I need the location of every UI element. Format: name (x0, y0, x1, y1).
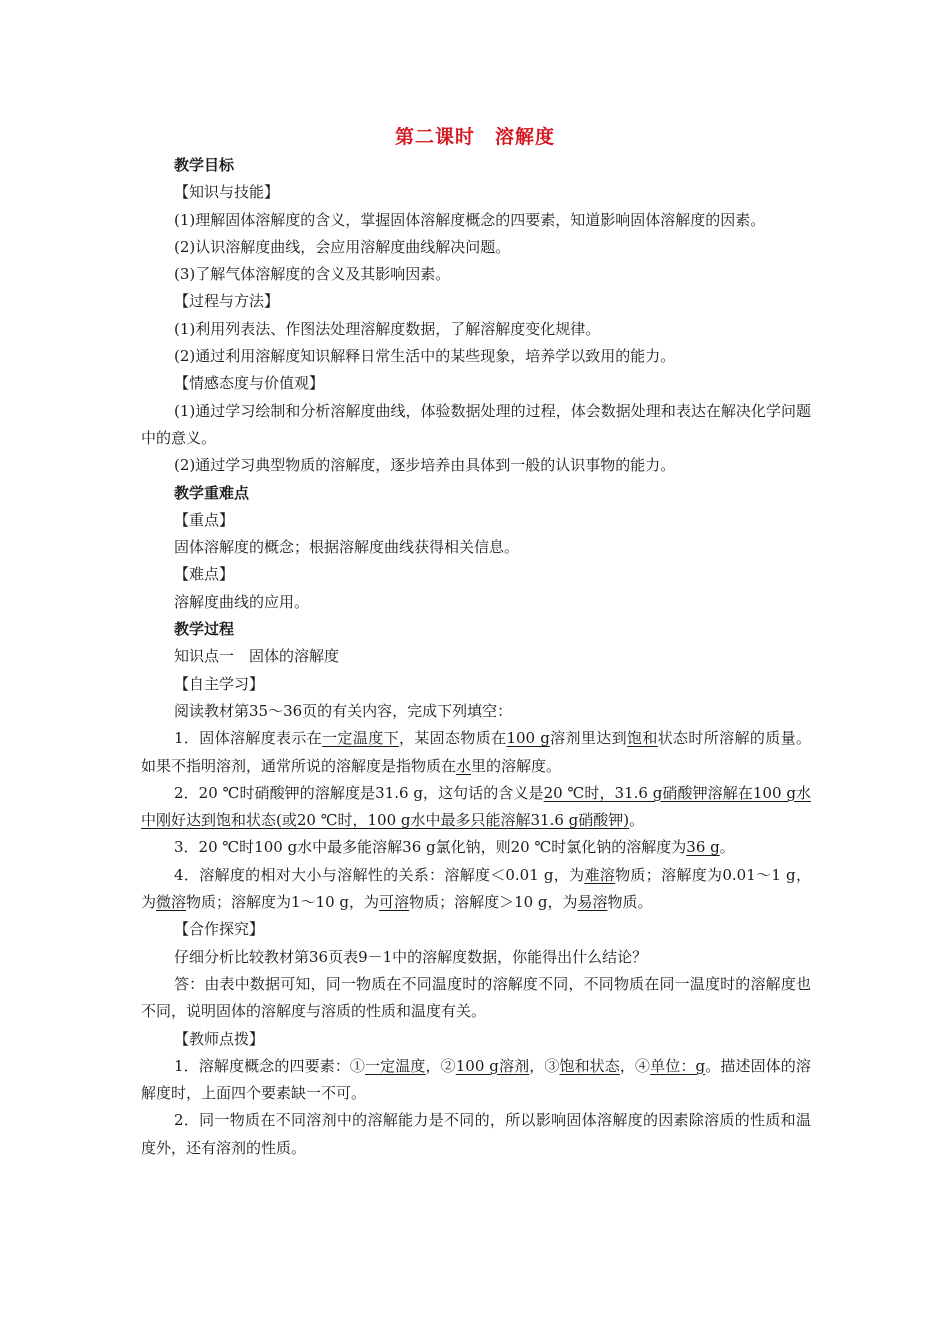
emotion-attitude-item: (1)通过学习绘制和分析溶解度曲线，体验数据处理的过程，体会数据处理和表达在解决化学问题中的意义。 (141, 401, 811, 447)
answer-blank: 36 g (686, 838, 720, 857)
answer-blank: 微溶 (156, 893, 187, 912)
answer-blank: 一定温度下 (322, 729, 399, 748)
answer-blank: 100 g溶剂 (455, 1056, 530, 1075)
emotion-attitude-item: (2)通过学习典型物质的溶解度，逐步培养由具体到一般的认识事物的能力。 (174, 456, 676, 475)
key-point-text: 固体溶解度的概念；根据溶解度曲线获得相关信息。 (174, 538, 520, 557)
teaching-process-heading: 教学过程 (174, 620, 235, 639)
answer-blank: 水 (456, 756, 472, 775)
fill-in-question-1: 1．固体溶解度表示在一定温度下，某固态物质在100 g溶剂里达到饱和状态时所溶解的质量。如果不指明溶剂，通常所说的溶解度是指物质在水里的溶解度。 (141, 729, 811, 775)
process-method-item: (1)利用列表法、作图法处理溶解度数据，了解溶解度变化规律。 (174, 319, 601, 338)
answer-blank: 100 g (506, 729, 550, 748)
teacher-tip-2: 2．同一物质在不同溶剂中的溶解能力是不同的，所以影响固体溶解度的因素除溶质的性质和温度外，还有溶剂的性质。 (141, 1111, 811, 1157)
fill-in-question-2: 2．20 ℃时硝酸钾的溶解度是31.6 g，这句话的含义是20 ℃时，31.6 g硝酸钾溶解在100 g水中刚好达到饱和状态(或20 ℃时，100 g水中最多只能溶解31.6 g硝酸钾)。 (141, 783, 811, 830)
teaching-goals-heading: 教学目标 (174, 156, 235, 174)
key-point-label: 【重点】 (174, 510, 235, 529)
reading-instruction: 阅读教材第35～36页的有关内容，完成下列填空： (174, 701, 513, 720)
emotion-attitude-label: 【情感态度与价值观】 (174, 374, 325, 393)
process-method-item: (2)通过利用溶解度知识解释日常生活中的某些现象，培养学以致用的能力。 (174, 347, 676, 366)
lesson-body (141, 152, 811, 1162)
answer-blank: 单位：g (650, 1056, 706, 1075)
answer-blank: 20 ℃时，31.6 g硝酸钾溶解在100 g水中刚好达到饱和状态(或20 ℃时，100 g水中最多只能溶解31.6 g硝酸钾) (141, 783, 811, 830)
answer-blank: 饱和 (626, 729, 658, 748)
answer-blank: 难溶 (584, 865, 616, 884)
process-method-label: 【过程与方法】 (174, 292, 280, 311)
self-study-label: 【自主学习】 (174, 674, 265, 693)
teacher-tips-label: 【教师点拨】 (174, 1029, 265, 1048)
lesson-title: 第二课时 溶解度 (394, 126, 555, 148)
teacher-tip-1: 1．溶解度概念的四要素：①一定温度，②100 g溶剂，③饱和状态，④单位：g。描述固体的溶解度时，上面四个要素缺一不可。 (141, 1056, 811, 1103)
knowledge-skills-item: (3)了解气体溶解度的含义及其影响因素。 (174, 265, 451, 284)
answer-blank: 可溶 (379, 893, 410, 912)
difficult-point-label: 【难点】 (174, 565, 235, 584)
cooperative-answer: 答：由表中数据可知，同一物质在不同温度时的溶解度不同，不同物质在同一温度时的溶解度也不同，说明固体的溶解度与溶质的性质和温度有关。 (141, 974, 811, 1021)
key-difficulties-heading: 教学重难点 (174, 483, 250, 502)
knowledge-skills-item: (1)理解固体溶解度的含义，掌握固体溶解度概念的四要素，知道影响固体溶解度的因素。 (174, 210, 766, 229)
cooperative-inquiry-label: 【合作探究】 (174, 920, 265, 939)
difficult-point-text: 溶解度曲线的应用。 (174, 592, 310, 611)
answer-blank: 一定温度 (365, 1056, 426, 1075)
answer-blank: 易溶 (577, 893, 608, 912)
fill-in-question-4: 4．溶解度的相对大小与溶解性的关系：溶解度＜0.01 g，为难溶物质；溶解度为0.01～1 g，为微溶物质；溶解度为1～10 g，为可溶物质；溶解度＞10 g，为易溶物质。 (141, 865, 811, 912)
knowledge-skills-label: 【知识与技能】 (174, 183, 280, 202)
answer-blank: 饱和状态 (559, 1056, 620, 1075)
knowledge-skills-item: (2)认识溶解度曲线，会应用溶解度曲线解决问题。 (174, 237, 511, 256)
fill-in-question-3: 3．20 ℃时100 g水中最多能溶解36 g氯化钠，则20 ℃时氯化钠的溶解度为36 g。 (174, 838, 735, 857)
cooperative-question: 仔细分析比较教材第36页表9－1中的溶解度数据，你能得出什么结论？ (174, 947, 648, 966)
knowledge-point-title: 知识点一 固体的溶解度 (174, 647, 340, 666)
